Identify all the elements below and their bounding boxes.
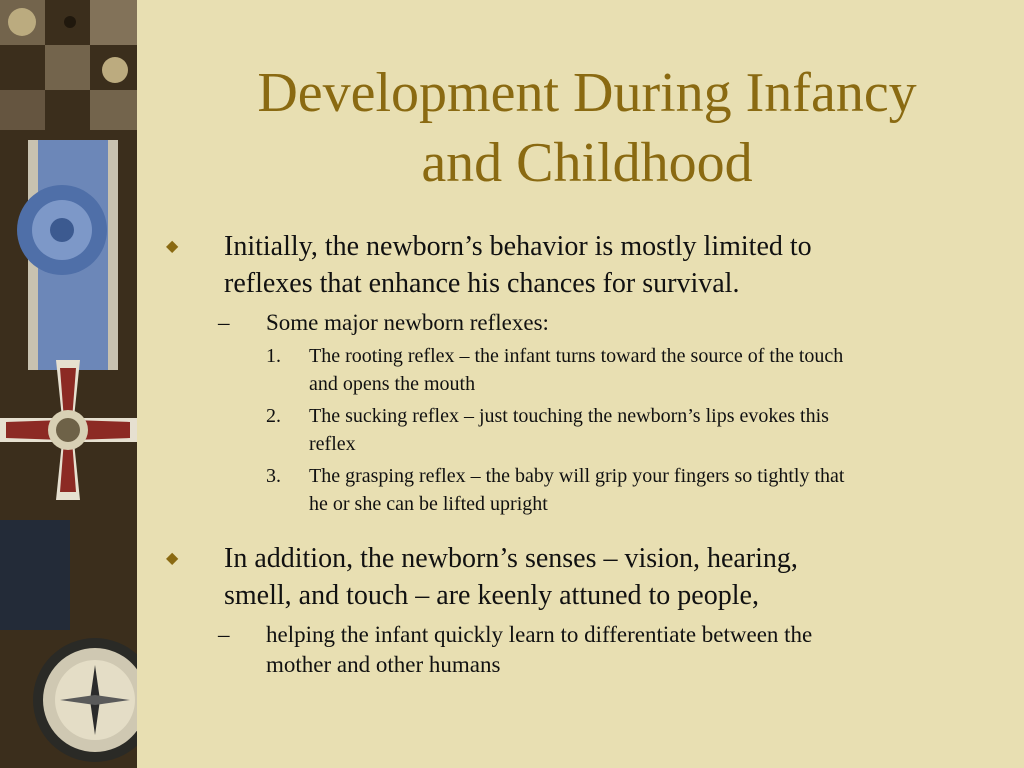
bullet-2-line-2: smell, and touch – are keenly attuned to people, (224, 580, 759, 611)
sub-point-line-2: mother and other humans (266, 652, 501, 677)
title-line-1: Development During Infancy (257, 62, 917, 124)
item-number: 1. (266, 345, 281, 367)
item-line-1: The rooting reflex – the infant turns toward the source of the touch (309, 345, 844, 367)
sub-point-differentiate (160, 620, 1010, 680)
slide-body (160, 228, 1010, 680)
item-number: 3. (266, 465, 281, 487)
bullet-1-line-1: Initially, the newborn’s behavior is mostly limited to (224, 231, 812, 262)
reflex-item-1 (160, 342, 1010, 398)
sub-point-text: Some major newborn reflexes: (266, 310, 549, 335)
medals-compass-illustration (0, 0, 137, 768)
item-line-1: The sucking reflex – just touching the newborn’s lips evokes this (309, 405, 829, 427)
decorative-photo-strip (0, 0, 137, 768)
bullet-point-2 (160, 540, 1010, 614)
bullet-2-line-1: In addition, the newborn’s senses – vision, hearing, (224, 543, 798, 574)
title-line-2: and Childhood (421, 132, 753, 194)
slide-title (150, 58, 1024, 198)
item-number: 2. (266, 405, 281, 427)
bullet-1-line-2: reflexes that enhance his chances for survival. (224, 268, 740, 299)
item-line-2: reflex (309, 433, 356, 455)
dash-marker: – (218, 310, 230, 335)
item-line-2: and opens the mouth (309, 373, 476, 395)
reflex-item-3 (160, 462, 1010, 518)
bullet-point-1 (160, 228, 1010, 302)
sub-point-reflexes (160, 308, 1010, 338)
dash-marker: – (218, 622, 230, 647)
diamond-bullet-icon: ◆ (166, 238, 179, 255)
reflex-item-2 (160, 402, 1010, 458)
section-spacer (160, 518, 1010, 540)
item-line-1: The grasping reflex – the baby will grip your fingers so tightly that (309, 465, 845, 487)
diamond-bullet-icon: ◆ (166, 550, 179, 567)
item-line-2: he or she can be lifted upright (309, 493, 548, 515)
sub-point-line-1: helping the infant quickly learn to differentiate between the (266, 622, 813, 647)
